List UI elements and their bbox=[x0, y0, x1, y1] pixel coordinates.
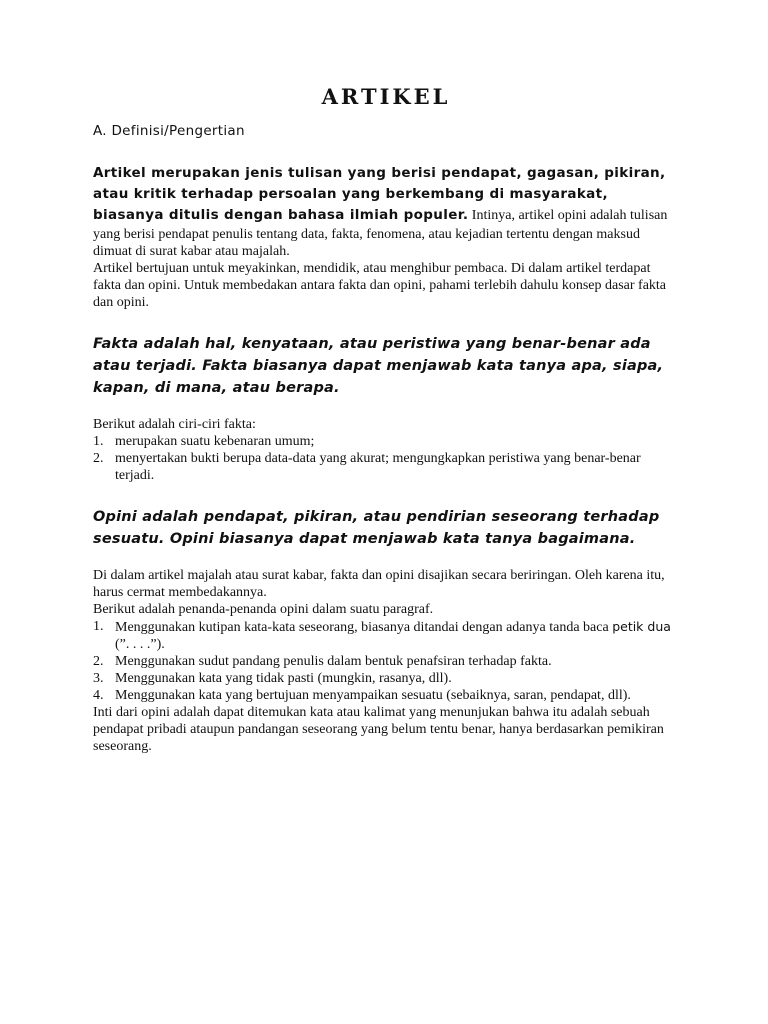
fakta-list bbox=[93, 433, 671, 484]
list-item-text: Menggunakan kata yang bertujuan menyampaikan sesuatu (sebaiknya, saran, pendapat, dll). bbox=[115, 688, 631, 703]
list-item-number: 3. bbox=[93, 671, 104, 686]
list-item bbox=[93, 433, 671, 450]
opini-definition: Opini adalah pendapat, pikiran, atau pendirian seseorang terhadap sesuatu. Opini biasanya dapat menjawab kata tanya bagaimana. bbox=[93, 509, 660, 547]
list-item-number: 2. bbox=[93, 451, 104, 466]
list-item-number: 4. bbox=[93, 688, 104, 703]
opini-list bbox=[93, 618, 671, 704]
purpose-paragraph: Artikel bertujuan untuk meyakinkan, mendidik, atau menghibur pembaca. Di dalam artikel terdapat fakta dan opini. Untuk membedakan antara fakta dan opini, pahami terlebih dahulu konsep dasar fakta dan opini. bbox=[93, 261, 667, 310]
list-item bbox=[93, 653, 671, 670]
section-heading: A. Definisi/Pengertian bbox=[93, 123, 245, 139]
fakta-definition: Fakta adalah hal, kenyataan, atau peristiwa yang benar-benar ada atau terjadi. Fakta biasanya dapat menjawab kata tanya apa, siapa, kapan, di mana, atau berapa. bbox=[93, 336, 664, 396]
list-item-number: 1. bbox=[93, 619, 104, 634]
document-title: ARTIKEL bbox=[321, 84, 451, 109]
intro-paragraph bbox=[93, 163, 671, 260]
list-item-text: Menggunakan kutipan kata-kata seseorang, biasanya ditandai dengan adanya tanda baca bbox=[115, 620, 613, 635]
list-item bbox=[93, 670, 671, 687]
opini-list-intro: Berikut adalah penanda-penanda opini dalam suatu paragraf. bbox=[93, 602, 434, 617]
document-page bbox=[93, 84, 671, 755]
list-item-text-tail: (”. . . .”). bbox=[115, 637, 165, 652]
intro-bold-text: Artikel merupakan jenis tulisan yang berisi pendapat, gagasan, pikiran, atau kritik terhadap persoalan yang berkembang di masyarakat, biasanya ditulis dengan bahasa ilmiah populer. bbox=[93, 165, 666, 223]
mix-paragraph: Di dalam artikel majalah atau surat kabar, fakta dan opini disajikan secara beriringan. Oleh karena itu, harus cermat membedakannya. bbox=[93, 568, 665, 600]
list-item-text: Menggunakan sudut pandang penulis dalam bentuk penafsiran terhadap fakta. bbox=[115, 654, 552, 669]
list-item-text: Menggunakan kata yang tidak pasti (mungkin, rasanya, dll). bbox=[115, 671, 452, 686]
intro-regular-text: Intinya, artikel opini adalah tulisan yang berisi pendapat penulis tentang data, fakta, fenomena, atau kejadian tertentu dengan maksud dimuat di surat kabar atau majalah. bbox=[93, 208, 668, 259]
list-item-number: 1. bbox=[93, 434, 104, 449]
list-item bbox=[93, 687, 671, 704]
list-item bbox=[93, 450, 671, 484]
conclusion-paragraph: Inti dari opini adalah dapat ditemukan kata atau kalimat yang menunjukan bahwa itu adalah sebuah pendapat pribadi ataupun pandangan seseorang yang belum tentu benar, hanya berdasarkan pemikiran seseorang. bbox=[93, 705, 664, 754]
list-item-number: 2. bbox=[93, 654, 104, 669]
list-item-text-inline: petik dua bbox=[612, 619, 671, 634]
list-item bbox=[93, 618, 671, 653]
fakta-list-intro: Berikut adalah ciri-ciri fakta: bbox=[93, 417, 256, 432]
list-item-text: merupakan suatu kebenaran umum; bbox=[115, 434, 315, 449]
list-item-text: menyertakan bukti berupa data-data yang akurat; mengungkapkan peristiwa yang benar-benar terjadi. bbox=[115, 451, 641, 483]
